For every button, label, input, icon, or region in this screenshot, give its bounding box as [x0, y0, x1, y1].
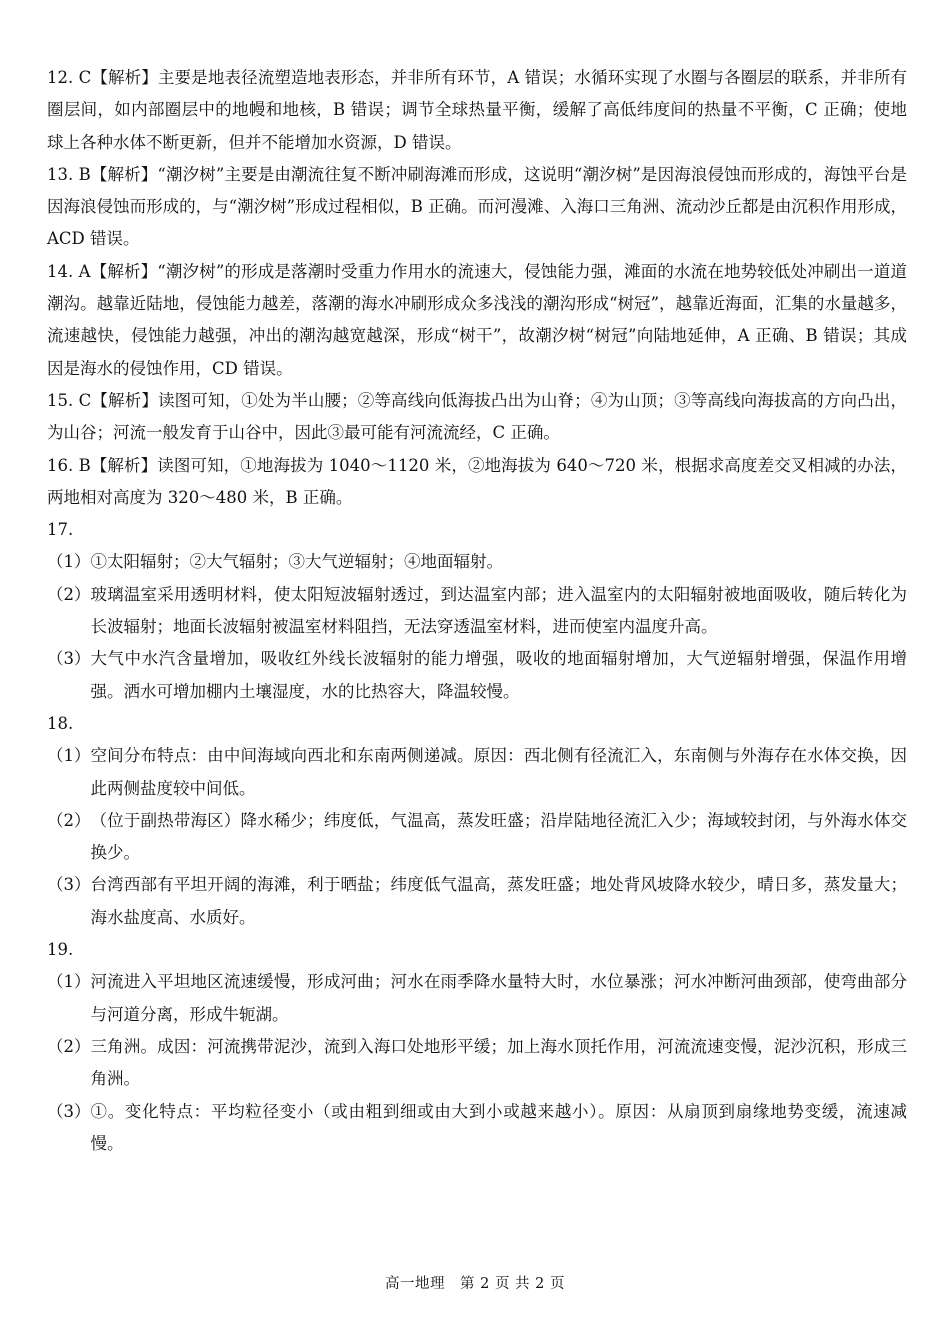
q18-part-1-text: 空间分布特点：由中间海域向西北和东南两侧递减。原因：西北侧有径流汇入，东南侧与外海存在水体交换，因此两侧盐度较中间低。	[90, 746, 907, 798]
q19-part-3-text: ①。变化特点：平均粒径变小（或由粗到细或由大到小或越来越小）。原因：从扇顶到扇缘地势变缓，流速减慢。	[90, 1101, 907, 1153]
q18-part-1	[47, 740, 907, 805]
q19-part-3-label: （3）	[47, 1101, 91, 1121]
q17-part-1	[47, 546, 907, 578]
q19-part-3	[47, 1096, 907, 1161]
q19-part-2	[47, 1031, 907, 1096]
q19-part-2-label: （2）	[47, 1036, 91, 1056]
q19-part-2-text: 三角洲。成因：河流携带泥沙，流到入海口处地形平缓；加上海水顶托作用，河流流速变慢，泥沙沉积，形成三角洲。	[90, 1036, 907, 1089]
q18-part-2	[47, 805, 907, 870]
q17-part-3-label: （3）	[47, 649, 91, 669]
answer-15: 15. C【解析】读图可知，①处为半山腰；②等高线向低海拔凸出为山脊；④为山顶；③等高线向海拔高的方向凸出，为山谷；河流一般发育于山谷中，因此③最可能有河流流经，C 正确。	[47, 390, 907, 443]
q19-part-1	[47, 966, 907, 1031]
q18-part-2-label: （2）	[47, 810, 91, 830]
answer-page-body	[47, 62, 907, 1160]
answer-16: 16. B【解析】读图可知，①地海拔为 1040～1120 米，②地海拔为 640～720 米，根据求高度差交叉相减的办法，两地相对高度为 320～480 米，B 正确。	[47, 455, 907, 507]
q18-part-1-label: （1）	[47, 746, 91, 766]
q17-part-2-label: （2）	[47, 584, 91, 604]
q18-part-3	[47, 869, 907, 934]
q18-part-2-text: （位于副热带海区）降水稀少；纬度低，气温高，蒸发旺盛；沿岸陆地径流汇入少；海域较封闭，与外海水体交换少。	[90, 810, 907, 863]
q17-part-3	[47, 643, 907, 708]
answer-14: 14. A【解析】“潮汐树”的形成是落潮时受重力作用水的流速大，侵蚀能力强，滩面的水流在地势较低处冲刷出一道道潮沟。越靠近陆地，侵蚀能力越差，落潮的海水冲刷形成众多浅浅的潮沟形成“树冠”，越靠近海面，汇集的水量越多，流速越快，侵蚀能力越强，冲出的潮沟越宽越深，形成“树干”，故潮汐树“树冠”向陆地延伸，A 正确、B 错误；其成因是海水的侵蚀作用，CD 错误。	[47, 261, 907, 378]
page-footer: 高一地理 第 2 页 共 2 页	[385, 1276, 565, 1292]
q17-part-3-text: 大气中水汽含量增加，吸收红外线长波辐射的能力增强，吸收的地面辐射增加，大气逆辐射增强，保温作用增强。洒水可增加棚内土壤湿度，水的比热容大，降温较慢。	[90, 649, 907, 701]
q17-part-2	[47, 579, 907, 644]
q19-part-1-text: 河流进入平坦地区流速缓慢，形成河曲；河水在雨季降水量特大时，水位暴涨；河水冲断河曲颈部，使弯曲部分与河道分离，形成牛轭湖。	[90, 972, 907, 1024]
q18-part-3-text: 台湾西部有平坦开阔的海滩，利于晒盐；纬度低气温高，蒸发旺盛；地处背风坡降水较少，晴日多，蒸发量大；海水盐度高、水质好。	[90, 875, 907, 927]
question-19-number: 19.	[47, 940, 74, 960]
question-18-number: 18.	[47, 713, 74, 733]
q17-part-1-text: ①太阳辐射；②大气辐射；③大气逆辐射；④地面辐射。	[90, 552, 503, 572]
question-17-number: 17.	[47, 520, 74, 540]
q18-part-3-label: （3）	[47, 875, 91, 895]
q19-part-1-label: （1）	[47, 972, 91, 992]
q17-part-1-label: （1）	[47, 552, 91, 572]
answer-13: 13. B【解析】“潮汐树”主要是由潮流往复不断冲刷海滩而形成，这说明“潮汐树”是因海浪侵蚀而形成的，海蚀平台是因海浪侵蚀而形成的，与“潮汐树”形成过程相似，B 正确。而河漫滩、入海口三角洲、流动沙丘都是由沉积作用形成，ACD 错误。	[47, 164, 907, 249]
answer-12: 12. C【解析】主要是地表径流塑造地表形态，并非所有环节，A 错误；水循环实现了水圈与各圈层的联系，并非所有圈层间，如内部圈层中的地幔和地核，B 错误；调节全球热量平衡，缓解了高低纬度间的热量不平衡，C 正确；使地球上各种水体不断更新，但并不能增加水资源，D 错误。	[47, 68, 907, 152]
q17-part-2-text: 玻璃温室采用透明材料，使太阳短波辐射透过，到达温室内部；进入温室内的太阳辐射被地面吸收，随后转化为长波辐射；地面长波辐射被温室材料阻挡，无法穿透温室材料，进而使室内温度升高。	[90, 584, 907, 637]
